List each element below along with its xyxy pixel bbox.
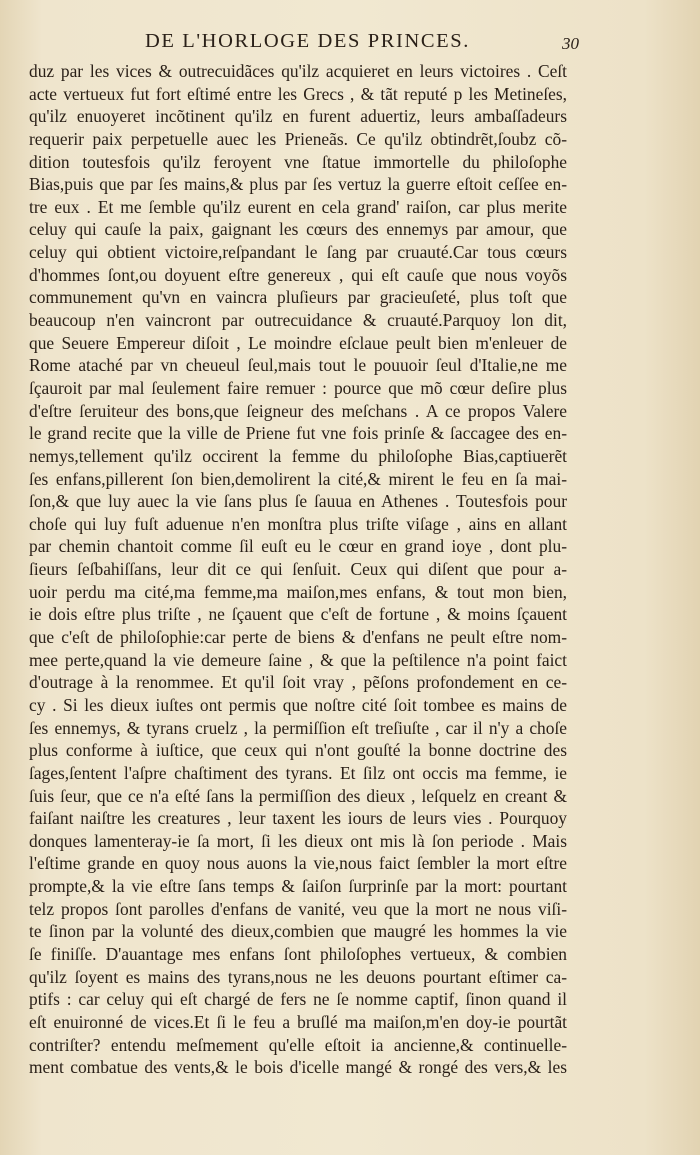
text-line: que Seuere Empereur diſoit , Le moindre eſclaue peult bien m'enleuer de	[29, 332, 567, 353]
text-line: ſon,& que luy auec la vie ſans plus ſe ſauua en Athenes . Toutesfois pour	[29, 491, 567, 512]
text-line: ie dois eſtre plus triſte , ne ſçauent que c'eſt de fortune , & moins ſçauent	[29, 604, 567, 625]
text-line: contriſter? entendu meſmement qu'elle eſtoit ia ancienne,& continuelle-	[29, 1034, 567, 1055]
text-line: ſçauroit par mal ſeulement faire remuer : pource que mõ cœur deſire plus	[29, 377, 567, 398]
text-line: le grand recite que la ville de Priene fut vne fois prinſe & ſaccagee des en-	[29, 423, 567, 444]
text-line: qu'ilz ſoyent es mains des tyrans,nous ne les deuons pourtant eſtimer ca-	[29, 966, 567, 987]
text-line: donques lamenteray-ie ſa mort, ſi les dieux ont mis là ſon periode . Mais	[29, 830, 567, 851]
text-line: beaucoup n'en vaincront par outrecuidance & cruauté.Parquoy lon dit,	[29, 310, 567, 331]
running-head: DE L'HORLOGE DES PRINCES.	[145, 30, 471, 52]
text-line: nemys,tellement qu'ilz occirent la femme du philoſophe Bias,captiuerẽt	[29, 445, 567, 466]
text-line: par chemin chantoit comme ſil euſt eu le cœur en grand ioye , dont plu-	[29, 536, 567, 557]
text-line: ſes enfans,pillerent ſon bien,demolirent la cité,& mirent le feu en ſa mai-	[29, 468, 567, 489]
text-line: dition toutesfois qu'ilz feroyent vne ſtatue immortelle du philoſophe	[29, 151, 567, 172]
text-line: que c'eſt de philoſophie:car perte de biens & d'enfans ne peult eſtre nom-	[29, 627, 567, 648]
text-line: ſes ennemys, & tyrans cruelz , la permiſſion eſt treſiuſte , car il n'y a choſe	[29, 717, 567, 738]
text-line: acte vertueux fut fort eſtimé entre les Grecs , & tãt reputé p les Metineſes,	[29, 83, 567, 104]
text-line: d'hommes ſont,ou doyuent eſtre genereux , qui eſt cauſe que nous voyõs	[29, 264, 567, 285]
text-line: eſt enuironné de vices.Et ſi le feu a bruſlé ma maiſon,m'en doy-ie pourtãt	[29, 1011, 567, 1032]
text-line: choſe qui luy fuſt aduenue n'en monſtra plus triſte viſage , ains en allant	[29, 513, 567, 534]
text-line: d'outrage à la renommee. Et qu'il ſoit vray , pẽſons profondement en ce-	[29, 672, 567, 693]
text-line: l'eſtime grande en quoy nous auons la vie,nous faict ſembler la mort eſtre	[29, 853, 567, 874]
page-header	[0, 30, 700, 54]
text-line: Bias,puis que par ſes mains,& plus par ſes vertuz la guerre eſtoit ceſſee en-	[29, 174, 567, 195]
text-line: tre eux . Et me ſemble qu'ilz eurent en cela grand' raiſon, car plus merite	[29, 196, 567, 217]
text-line: plus conforme à iuſtice, que ceux qui n'ont gouſté la bonne doctrine des	[29, 740, 567, 761]
text-line: telz propos ſont parolles d'enfans de vanité, veu que la mort ne nous viſi-	[29, 898, 567, 919]
text-line: qu'ilz enuoyeret incõtinent qu'ilz en furent aduertiz, leurs ambaſſadeurs	[29, 106, 567, 127]
text-line: requerir paix perpetuelle auec les Prieneãs. Ce qu'ilz obtindrẽt,ſoubz cõ-	[29, 128, 567, 149]
text-line: ptifs : car celuy qui eſt chargé de fers ne ſe nomme captif, ſinon quand il	[29, 989, 567, 1010]
text-line: te ſinon par la volunté des dieux,combien que maugré les hommes la vie	[29, 921, 567, 942]
text-line: Rome ataché par vn cheueul ſeul,mais tout le pouuoir ſeul d'Italie,ne me	[29, 355, 567, 376]
text-line: d'eſtre ſeruiteur des bons,que ſeigneur des meſchans . A ce propos Valere	[29, 400, 567, 421]
body-text	[29, 60, 567, 1079]
text-line: uoir perdu ma cité,ma femme,ma maiſon,mes enfans, & tout mon bien,	[29, 581, 567, 602]
page-number: 30	[562, 34, 579, 53]
text-line: duz par les vices & outrecuidãces qu'ilz acquieret en leurs victoires . Ceſt	[29, 61, 567, 81]
text-line: cy . Si les dieux iuſtes ont permis que noſtre cité ſoit tombee es mains de	[29, 694, 567, 715]
text-line: ment combatue des vents,& le bois d'icelle mangé & rongé des vers,& les	[29, 1057, 567, 1078]
text-line: ſages,ſentent l'aſpre chaſtiment des tyrans. Et ſilz ont occis ma femme, ie	[29, 762, 567, 783]
text-line: prompte,& la vie eſtre ſans temps & ſaiſon ſurprinſe par la mort: pourtant	[29, 876, 567, 897]
text-line: communement qu'vn en vaincra pluſieurs par gracieuſeté, plus toſt que	[29, 287, 567, 308]
text-line: celuy qui cauſe la paix, gaignant les cœurs des ennemys par amour, que	[29, 219, 567, 240]
text-line: celuy qui obtient victoire,reſpandant le ſang par cruauté.Car tous cœurs	[29, 242, 567, 263]
text-line: ſuis ſeur, que ce n'a eſté ſans la permiſſion des dieux , leſquelz en creant &	[29, 785, 567, 806]
text-line: mee perte,quand la vie demeure ſaine , & que la peſtilence n'a point faict	[29, 649, 567, 670]
text-line: ſieurs ſeſbahiſſans, leur dit ce qui ſenſuit. Ceux qui diſent que pour a-	[29, 559, 567, 580]
text-line: ſe finiſſe. D'auantage mes enfans ſont philoſophes vertueux, & combien	[29, 943, 567, 964]
text-line: faiſant naiſtre les creatures , leur taxent les iours de leurs vies . Pourquoy	[29, 808, 567, 829]
